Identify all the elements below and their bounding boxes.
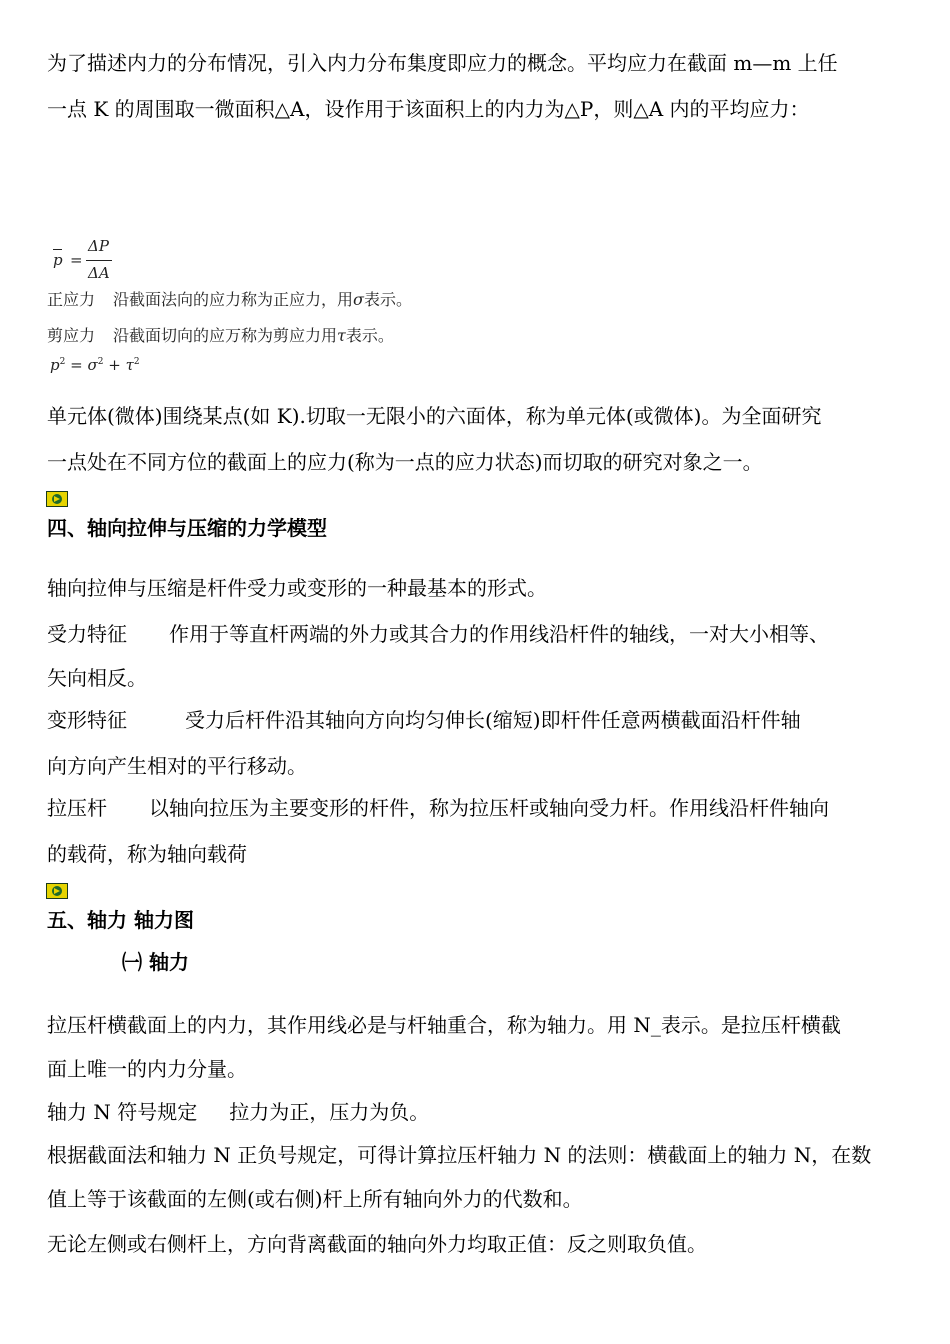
- overbar: [53, 249, 62, 250]
- rule-line2: 值上等于该截面的左侧(或右侧)杆上所有轴向外力的代数和。: [47, 1187, 583, 1211]
- sigma-symbol: σ: [353, 290, 364, 309]
- relation-eq: =: [70, 356, 83, 374]
- shear-stress-term: 剪应力: [47, 326, 96, 345]
- bar-definition-line1: [47, 796, 829, 820]
- normal-stress-term: 正应力: [47, 290, 96, 309]
- bar-term: 拉压杆: [47, 796, 107, 820]
- sign-convention: [47, 1100, 429, 1124]
- deform-feature-line2: 向方向产生相对的平行移动。: [47, 754, 307, 778]
- sign-convention-term: 轴力 N 符号规定: [47, 1100, 198, 1124]
- formula-eq: =: [70, 251, 83, 269]
- formula-lhs: p: [53, 251, 63, 269]
- force-feature-term: 受力特征: [47, 622, 127, 646]
- normal-stress-desc-end: 表示。: [363, 290, 412, 309]
- sign-convention-desc: 拉力为正，压力为负。: [229, 1100, 430, 1124]
- relation-power-3: 2: [133, 357, 140, 367]
- section4-heading: 四、轴向拉伸与压缩的力学模型: [47, 516, 327, 540]
- relation-power-1: 2: [59, 357, 66, 367]
- deform-feature-term: 变形特征: [47, 708, 127, 732]
- axial-force-para-line1: 拉压杆横截面上的内力，其作用线必是与杆轴重合，称为轴力。用 N_表示。是拉压杆横截: [47, 1013, 841, 1037]
- link-arrow-icon[interactable]: [46, 491, 68, 507]
- force-feature-desc: 作用于等直杆两端的外力或其合力的作用线沿杆件的轴线，一对大小相等、: [169, 622, 829, 646]
- stress-relation-formula: [50, 352, 140, 375]
- force-feature-line2: 矢向相反。: [47, 666, 147, 690]
- para1-line2: 一点 K 的周围取一微面积△A，设作用于该面积上的内力为△P，则△A 内的平均应力：: [47, 97, 810, 121]
- relation-power-2: 2: [97, 357, 104, 367]
- relation-plus: +: [108, 356, 121, 374]
- para1-line1: 为了描述内力的分布情况，引入内力分布集度即应力的概念。平均应力在截面 m—m 上任: [47, 51, 838, 75]
- formula-denominator: ΔA: [88, 264, 110, 282]
- shear-stress-desc-end: 表示。: [345, 326, 394, 345]
- mean-stress-formula: [50, 237, 130, 287]
- force-feature-line1: [47, 622, 829, 646]
- section4-intro: 轴向拉伸与压缩是杆件受力或变形的一种最基本的形式。: [47, 576, 547, 600]
- section5-heading: 五、轴力 轴力图: [47, 908, 194, 932]
- relation-sigma: σ: [87, 356, 98, 374]
- formula-numerator: ΔP: [88, 237, 109, 255]
- normal-stress-desc: 沿截面法向的应力称为正应力，用: [113, 290, 354, 309]
- para2-line2: 一点处在不同方位的截面上的应力(称为一点的应力状态)而切取的研究对象之一。: [47, 450, 763, 474]
- rule-line1: 根据截面法和轴力 N 正负号规定，可得计算拉压杆轴力 N 的法则：横截面上的轴力 N，在数: [47, 1143, 872, 1167]
- normal-stress-definition: [47, 290, 412, 310]
- deform-feature-line1: [47, 708, 801, 732]
- fraction-bar: [86, 260, 112, 261]
- deform-feature-desc: 受力后杆件沿其轴向方向均匀伸长(缩短)即杆件任意两横截面沿杆件轴: [185, 708, 801, 732]
- link-arrow-icon[interactable]: [46, 883, 68, 899]
- relation-p: p: [50, 356, 60, 374]
- para2-line1: 单元体(微体)围绕某点(如 K).切取一无限小的六面体，称为单元体(或微体)。为全面研究: [47, 404, 822, 428]
- section5-subheading: ㈠ 轴力: [122, 950, 189, 974]
- bar-desc: 以轴向拉压为主要变形的杆件，称为拉压杆或轴向受力杆。作用线沿杆件轴向: [149, 796, 829, 820]
- relation-tau: τ: [125, 356, 134, 374]
- bar-definition-line2: 的载荷，称为轴向载荷: [47, 842, 247, 866]
- shear-stress-desc: 沿截面切向的应万称为剪应力用: [113, 326, 338, 345]
- axial-force-para-line2: 面上唯一的内力分量。: [47, 1057, 247, 1081]
- sign-rule-line: 无论左侧或右侧杆上，方向背离截面的轴向外力均取正值：反之则取负值。: [47, 1232, 707, 1256]
- shear-stress-definition: [47, 326, 394, 346]
- tau-symbol: τ: [337, 326, 346, 345]
